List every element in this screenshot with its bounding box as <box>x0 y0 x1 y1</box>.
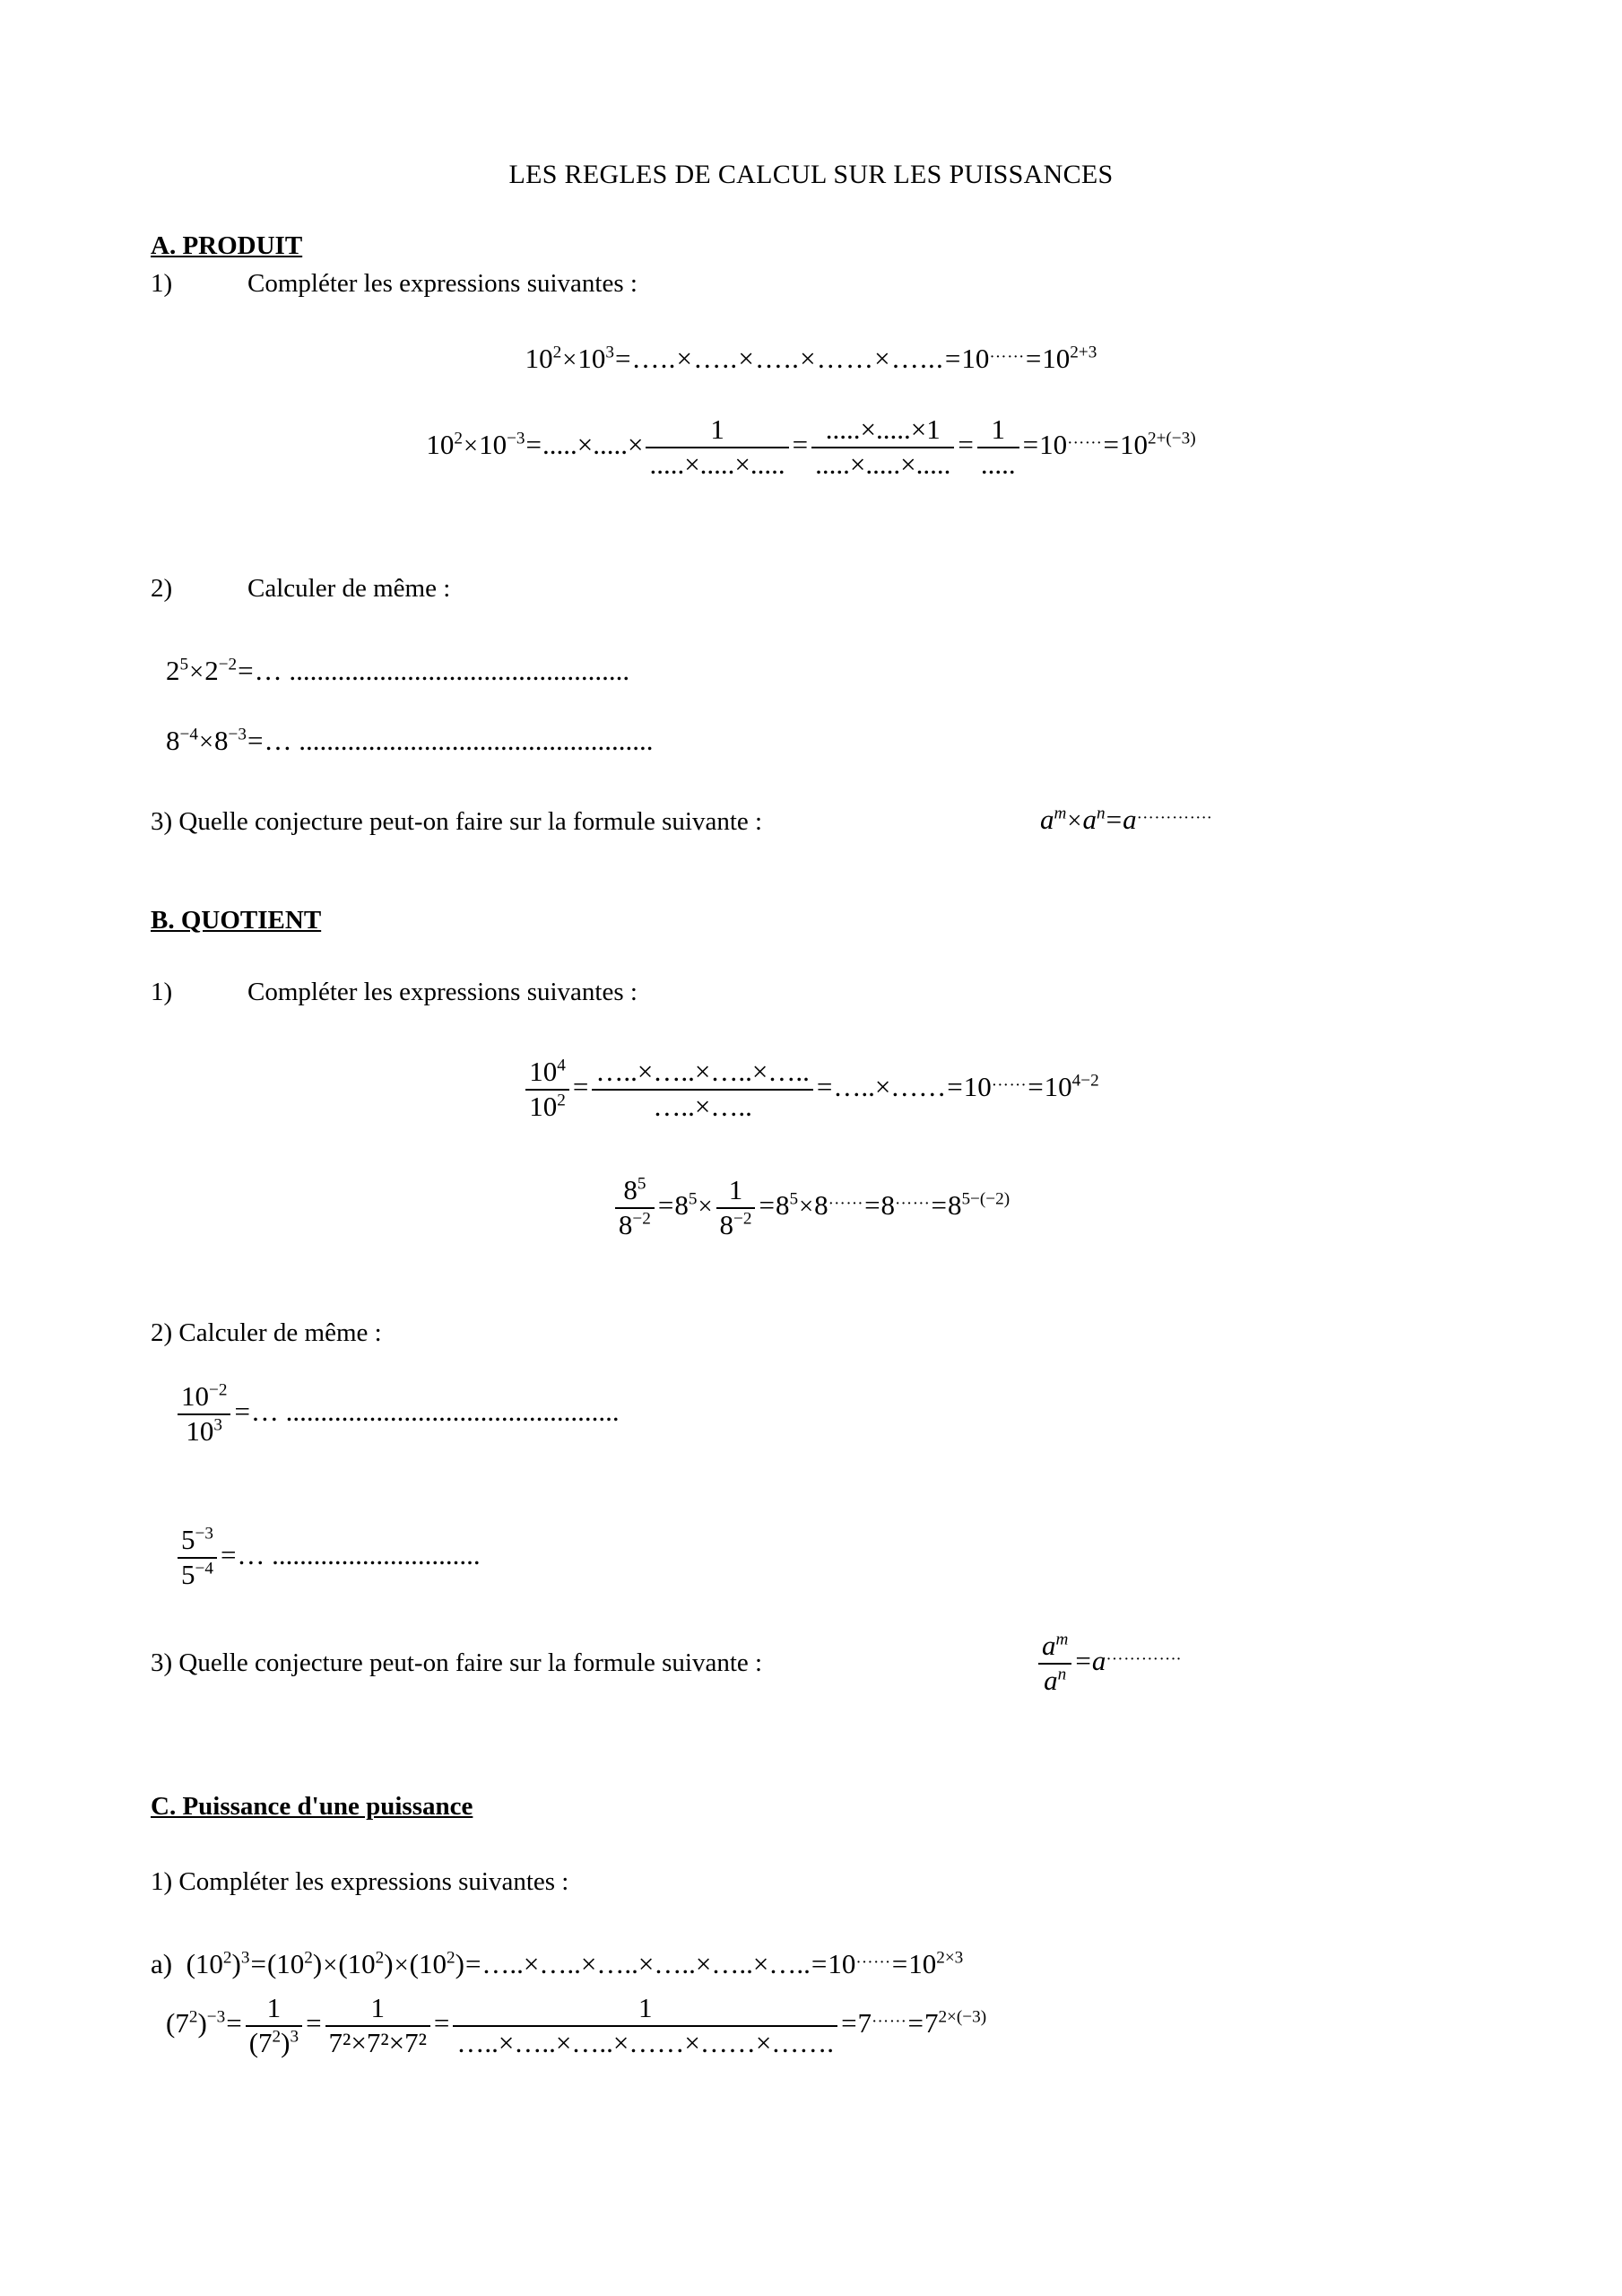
c1-f1-open: ( <box>266 1948 277 1979</box>
bx2-num-exp: −3 <box>195 1524 213 1544</box>
b2-inv-frac <box>716 1175 756 1240</box>
bx2-answer-blank[interactable]: … .............................. <box>237 1538 481 1570</box>
b1-result-base: 10 <box>963 1070 992 1102</box>
b2-final-base: 8 <box>947 1188 962 1221</box>
b2-step2-exp: 5 <box>789 1189 799 1209</box>
c1-f3-base: 10 <box>419 1948 447 1979</box>
c2-final-exp: 2×(−3) <box>938 2007 987 2027</box>
c2-frac2-num: 1 <box>370 1992 385 2023</box>
item-a3-number: 3) <box>151 807 173 836</box>
exercise-b-1 <box>175 1381 620 1447</box>
exercise-a-1 <box>166 655 629 687</box>
equation-c-2-expr <box>166 1993 986 2058</box>
item-a1-prompt-row <box>151 269 638 299</box>
fb-den-base: a <box>1044 1664 1058 1696</box>
a2-frac3-den: ..... <box>977 447 1019 481</box>
c2-inner-base: 7 <box>175 2006 189 2039</box>
a2-eq4: = <box>1022 428 1039 460</box>
a1-expansion: …..×…..×…..×……×…... <box>631 343 944 374</box>
c2-frac1-den-base: 7 <box>258 2026 273 2058</box>
c1-outer-exp: 3 <box>240 1948 250 1968</box>
a2-frac-2 <box>811 414 954 480</box>
b1-final-exp: 4−2 <box>1071 1071 1099 1091</box>
c1-result-exp: …… <box>855 1948 891 1968</box>
c2-eq3: = <box>433 2006 450 2039</box>
c1-result-base: 10 <box>828 1948 856 1979</box>
a2-frac-3 <box>977 414 1019 480</box>
b2-lhs-num-base: 8 <box>623 1174 638 1205</box>
fb-num-base: a <box>1042 1630 1056 1661</box>
a1-rhs-exp: 3 <box>605 343 614 362</box>
b2-eq4: = <box>931 1188 947 1221</box>
a2-final-exp: 2+(−3) <box>1147 429 1196 448</box>
c2-frac3-num: 1 <box>638 1992 653 2023</box>
b1-mid-num: …..×…..×…..×….. <box>595 1056 810 1087</box>
c2-frac1-den-outer-exp: 3 <box>290 2027 299 2047</box>
c1-mul1: × <box>323 1952 338 1979</box>
c1-eq2: = <box>464 1948 481 1979</box>
a2-rhs-exp: −3 <box>507 429 525 448</box>
c2-frac3-den: …..×…..×…..×……×……×……. <box>453 2025 837 2059</box>
c1-f2-close: ) <box>384 1948 394 1979</box>
exercise-a-2 <box>166 725 653 757</box>
bx1-den-exp: 3 <box>213 1415 223 1435</box>
a1-result-base: 10 <box>961 343 990 374</box>
c1-f1-base: 10 <box>276 1948 305 1979</box>
section-c-label: C. Puissance d'une puissance <box>151 1792 473 1821</box>
item-b3-prompt: Quelle conjecture peut-on faire sur la formule suivante : <box>178 1648 763 1677</box>
ax2-base2: 8 <box>214 725 229 756</box>
c2-frac-1 <box>246 1993 302 2058</box>
fb-frac <box>1038 1631 1071 1696</box>
b2-lhs-num <box>615 1175 655 1207</box>
c1-f3-open: ( <box>409 1948 419 1979</box>
fa-mul: × <box>1067 807 1082 835</box>
item-b3-number: 3) <box>151 1648 173 1677</box>
a2-final-base: 10 <box>1119 428 1148 460</box>
c2-lhs-open: ( <box>166 2006 176 2039</box>
item-b2-prompt-row <box>151 1318 382 1348</box>
a1-rhs-base: 10 <box>577 343 606 374</box>
a1-eq2: = <box>944 343 961 374</box>
equation-a-1-expr <box>525 343 1097 375</box>
b2-step1-base: 8 <box>674 1188 689 1221</box>
c1-f2-open: ( <box>338 1948 348 1979</box>
item-a1-number: 1) <box>151 269 173 298</box>
b1-lhs-den-base: 10 <box>529 1090 558 1122</box>
c2-final-base: 7 <box>924 2006 939 2039</box>
fb-num <box>1038 1631 1071 1663</box>
c2-eq5: = <box>907 2006 924 2039</box>
c2-result-exp: …… <box>872 2007 907 2027</box>
c1-final-base: 10 <box>908 1948 937 1979</box>
a2-result-base: 10 <box>1039 428 1068 460</box>
c2-frac2-den: 7²×7²×7² <box>325 2025 430 2059</box>
c1-f2-exp: 2 <box>375 1948 385 1968</box>
equation-b-1-expr <box>523 1057 1098 1122</box>
item-b3-row <box>151 1648 762 1678</box>
b1-lhs-num <box>525 1057 569 1089</box>
ax2-exp1: −4 <box>179 725 198 744</box>
page-title: LES REGLES DE CALCUL SUR LES PUISSANCES <box>508 160 1114 189</box>
a1-final-exp: 2+3 <box>1070 343 1097 362</box>
bx2-num-base: 5 <box>181 1524 195 1555</box>
a2-mul: × <box>463 431 479 460</box>
c1-f3-exp: 2 <box>447 1948 455 1968</box>
a2-lhs-exp: 2 <box>454 429 463 448</box>
c1-mul2: × <box>394 1952 409 1979</box>
fb-den-exp: n <box>1057 1665 1067 1684</box>
item-a2-prompt: Calculer de même : <box>247 574 451 603</box>
item-b1-prompt: Compléter les expressions suivantes : <box>247 978 638 1006</box>
c1-label: a) <box>151 1948 173 1979</box>
section-a-label: A. PRODUIT <box>151 231 303 260</box>
c1-eq4: = <box>891 1948 908 1979</box>
a2-eq3: = <box>958 428 974 460</box>
item-c1-prompt-row <box>151 1867 568 1897</box>
fa-exp2: n <box>1096 804 1106 823</box>
b2-lhs-den-base: 8 <box>618 1208 633 1240</box>
b2-step3-base: 8 <box>880 1188 896 1221</box>
item-b1-number: 1) <box>151 978 173 1006</box>
item-c1-number: 1) <box>151 1867 173 1896</box>
bx2-den-exp: −4 <box>195 1559 213 1578</box>
ax1-eq: = <box>238 655 254 686</box>
bx2-frac <box>178 1525 217 1590</box>
exercise-b-1-expr <box>175 1381 620 1447</box>
exercise-a-1-expr <box>166 655 629 687</box>
ax1-base1: 2 <box>166 655 180 686</box>
c2-result-base: 7 <box>857 2006 872 2039</box>
a2-frac3-num: 1 <box>991 413 1005 445</box>
b2-frac-den <box>716 1207 756 1241</box>
b2-eq3: = <box>864 1188 880 1221</box>
section-heading-a <box>151 231 302 261</box>
fa-exp1: m <box>1054 804 1067 823</box>
a2-result-exp: …… <box>1067 429 1103 448</box>
c1-f3-close: ) <box>455 1948 464 1979</box>
b2-frac-den-exp: −2 <box>733 1209 752 1229</box>
c2-frac1-den-exp: 2 <box>272 2027 282 2047</box>
a2-eq2: = <box>792 428 809 460</box>
c2-frac1-num: 1 <box>266 1992 282 2023</box>
item-b2-prompt: Calculer de même : <box>178 1318 382 1347</box>
equation-a-1 <box>0 343 1622 375</box>
c2-eq1: = <box>226 2006 242 2039</box>
a1-mul: × <box>562 346 577 374</box>
fb-num-exp: m <box>1055 1630 1069 1649</box>
ax2-eq: = <box>247 725 264 756</box>
b2-step3-exp: …… <box>895 1189 931 1209</box>
ax1-mul: × <box>189 658 204 686</box>
fa-base2: a <box>1082 804 1097 835</box>
b2-lhs-den <box>615 1207 655 1241</box>
section-heading-b <box>151 906 321 935</box>
c2-inner-exp: 2 <box>188 2007 198 2027</box>
ax2-answer-blank[interactable]: … ................................................... <box>264 725 654 756</box>
bx2-eq: = <box>220 1538 237 1570</box>
fb-den <box>1038 1663 1071 1697</box>
c1-eq1: = <box>250 1948 266 1979</box>
b1-lhs-frac <box>525 1057 569 1122</box>
bx1-eq: = <box>234 1395 250 1427</box>
item-a3-row <box>151 807 762 837</box>
c2-frac1-den: $(7^2)^3$ <box>246 2025 302 2059</box>
b2-step2-mul-exp: …… <box>828 1189 864 1209</box>
b1-eq4: = <box>1028 1070 1044 1102</box>
a2-frac2-den: .....×.....×..... <box>811 447 954 481</box>
a2-frac-1 <box>646 414 788 480</box>
a1-lhs-exp: 2 <box>552 343 562 362</box>
b1-eq3: = <box>947 1070 963 1102</box>
b2-lhs-den-exp: −2 <box>632 1209 651 1229</box>
b1-lhs-den-exp: 2 <box>557 1091 566 1110</box>
equation-c-1 <box>151 1948 963 1980</box>
bx1-answer-blank[interactable]: … ................................................ <box>250 1395 620 1427</box>
bx1-num-exp: −2 <box>209 1380 228 1400</box>
bx1-num <box>178 1381 230 1413</box>
ax2-mul: × <box>198 728 214 756</box>
ax2-base1: 8 <box>166 725 180 756</box>
c2-eq4: = <box>841 2006 857 2039</box>
bx2-den-base: 5 <box>181 1558 195 1590</box>
bx1-den-base: 10 <box>186 1414 214 1447</box>
a2-eq1: = <box>525 428 542 460</box>
fa-eq: = <box>1106 804 1123 835</box>
equation-b-1 <box>0 1057 1622 1122</box>
section-b-label: B. QUOTIENT <box>151 906 322 935</box>
b1-result-exp: …… <box>991 1071 1028 1091</box>
c1-inner-base: 10 <box>195 1948 223 1979</box>
a1-eq3: = <box>1025 343 1042 374</box>
fb-eq: = <box>1075 1644 1091 1676</box>
c1-expansion: …..×…..×…..×…..×…..×….. <box>481 1948 811 1979</box>
a2-eq5: = <box>1103 428 1119 460</box>
b2-final-exp: 5−(−2) <box>961 1189 1010 1209</box>
b1-final-base: 10 <box>1044 1070 1072 1102</box>
fa-result-base: a <box>1123 804 1137 835</box>
b2-mul2: × <box>799 1192 814 1221</box>
a2-frac1-den: .....×.....×..... <box>646 447 788 481</box>
c1-inner-exp: 2 <box>222 1948 232 1968</box>
c1-lhs-paren: ( <box>186 1948 195 1979</box>
item-a1-prompt: Compléter les expressions suivantes : <box>247 269 638 298</box>
equation-c-2 <box>166 1993 986 2058</box>
equation-a-2-expr <box>426 414 1195 480</box>
equation-a-2 <box>0 414 1622 480</box>
c1-rhs-paren: ) <box>231 1948 241 1979</box>
c1-f1-exp: 2 <box>304 1948 313 1968</box>
ax1-base2: 2 <box>204 655 219 686</box>
c2-lhs-close: ) <box>197 2006 207 2039</box>
formula-b-expr <box>1036 1631 1181 1696</box>
formula-a-expr <box>1040 804 1212 836</box>
b2-step1-exp: 5 <box>688 1189 698 1209</box>
c1-f1-close: ) <box>312 1948 323 1979</box>
c1-final-exp: 2×3 <box>936 1948 964 1968</box>
ax1-exp1: 5 <box>179 655 189 674</box>
item-b2-number: 2) <box>151 1318 173 1347</box>
b2-step2-base: 8 <box>775 1188 790 1221</box>
b1-eq2: = <box>816 1070 833 1102</box>
b2-lhs-frac <box>615 1175 655 1240</box>
fb-result-exp-blank[interactable]: …………. <box>1106 1645 1182 1665</box>
equation-b-2 <box>0 1175 1622 1240</box>
b2-frac-num: 1 <box>728 1174 743 1205</box>
a2-frac1-num: 1 <box>710 413 724 445</box>
fa-result-exp-blank[interactable]: …………. <box>1136 804 1212 823</box>
formula-b-conjecture <box>1036 1631 1181 1696</box>
item-a3-prompt: Quelle conjecture peut-on faire sur la formule suivante : <box>178 807 763 836</box>
bx1-frac <box>178 1381 230 1447</box>
b1-lhs-num-base: 10 <box>529 1056 558 1087</box>
item-a2-number: 2) <box>151 574 173 603</box>
fb-result-base: a <box>1091 1644 1106 1676</box>
a1-lhs-base: 10 <box>525 343 553 374</box>
b1-lhs-num-exp: 4 <box>557 1056 566 1075</box>
equation-c-1-expr <box>151 1948 963 1980</box>
item-c1-prompt: Compléter les expressions suivantes : <box>178 1867 569 1896</box>
b1-mid-frac <box>592 1057 812 1122</box>
b2-frac-den-base: 8 <box>719 1208 734 1240</box>
c2-outer-exp: −3 <box>206 2007 226 2027</box>
b2-mul1: × <box>698 1192 713 1221</box>
exercise-b-2 <box>175 1525 481 1590</box>
a2-rhs-base: 10 <box>479 428 507 460</box>
c2-frac-3 <box>453 1993 837 2058</box>
b1-lhs-den <box>525 1089 569 1123</box>
bx2-den <box>178 1557 217 1591</box>
a1-eq1: = <box>614 343 631 374</box>
ax1-answer-blank[interactable]: … ................................................. <box>254 655 630 686</box>
equation-b-2-expr <box>612 1175 1010 1240</box>
c2-frac-2 <box>325 1993 430 2058</box>
ax1-exp2: −2 <box>218 655 238 674</box>
fa-base1: a <box>1040 804 1054 835</box>
bx1-den <box>178 1413 230 1448</box>
b1-mid-den: …..×….. <box>592 1089 812 1123</box>
exercise-b-2-expr <box>175 1525 481 1590</box>
bx2-num <box>178 1525 217 1557</box>
b2-eq1: = <box>657 1188 674 1221</box>
c1-f2-base: 10 <box>347 1948 376 1979</box>
b2-eq2: = <box>759 1188 775 1221</box>
bx1-num-base: 10 <box>181 1380 209 1412</box>
b2-lhs-num-exp: 5 <box>637 1174 646 1194</box>
b2-step2-mul-base: 8 <box>814 1188 828 1221</box>
b1-eq1: = <box>572 1070 589 1102</box>
item-a2-prompt-row <box>151 574 450 604</box>
b1-expansion: …..×…… <box>833 1070 947 1102</box>
a2-lhs-base: 10 <box>426 428 455 460</box>
formula-a-conjecture <box>1040 804 1212 836</box>
c2-eq2: = <box>306 2006 322 2039</box>
item-b1-prompt-row <box>151 978 638 1007</box>
a1-final-base: 10 <box>1042 343 1071 374</box>
c1-eq3: = <box>811 1948 828 1979</box>
ax2-exp2: −3 <box>228 725 247 744</box>
a2-prefix-dots: .....×.....× <box>542 428 644 460</box>
exercise-a-2-expr <box>166 725 653 757</box>
a2-frac2-num: .....×.....×1 <box>825 413 941 445</box>
section-heading-c <box>151 1792 473 1822</box>
a1-result-exp: …… <box>989 343 1025 362</box>
